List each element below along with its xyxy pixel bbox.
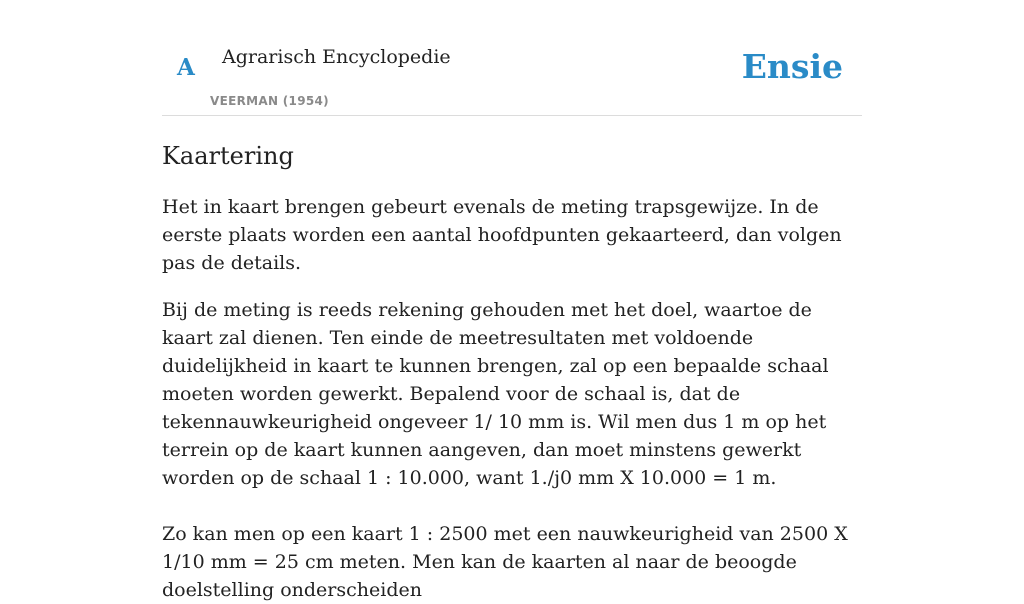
book-title-link[interactable]: Agrarisch Encyclopedie bbox=[222, 46, 451, 68]
article-paragraph-3: Zo kan men op een kaart 1 : 2500 met een nauwkeurigheid van 2500 X 1/10 mm = 25 cm meten. Men kan de kaarten al naar de beoogde doelstelling onderscheiden bbox=[162, 522, 848, 601]
brand-logo-link[interactable]: Ensie bbox=[741, 47, 843, 86]
header bbox=[162, 0, 862, 116]
article-title: Kaartering bbox=[162, 142, 294, 170]
article-paragraph-2: Bij de meting is reeds rekening gehouden met het doel, waartoe de kaart zal dienen. Ten einde de meetresultaten met voldoende duidelijkheid in kaart te kunnen brengen, zal op een bepaalde schaal moeten worden gewerkt. Bepalend voor de schaal is, dat de tekennauwkeurigheid ongeveer 1/ 10 mm is. Wil men dus 1 m op het terrein op de kaart kunnen aangeven, dan moet minstens gewerkt worden op de schaal 1 : 10.000, want 1./j0 mm X 10.000 = 1 m. bbox=[162, 298, 829, 489]
page bbox=[162, 0, 862, 604]
encyclopedia-logo-icon[interactable]: A bbox=[177, 54, 195, 81]
book-subtitle: VEERMAN (1954) bbox=[210, 94, 329, 108]
article-paragraph-1: Het in kaart brengen gebeurt evenals de meting trapsgewijze. In de eerste plaats worden een aantal hoofdpunten gekaarteerd, dan volgen pas de details. bbox=[162, 195, 842, 274]
